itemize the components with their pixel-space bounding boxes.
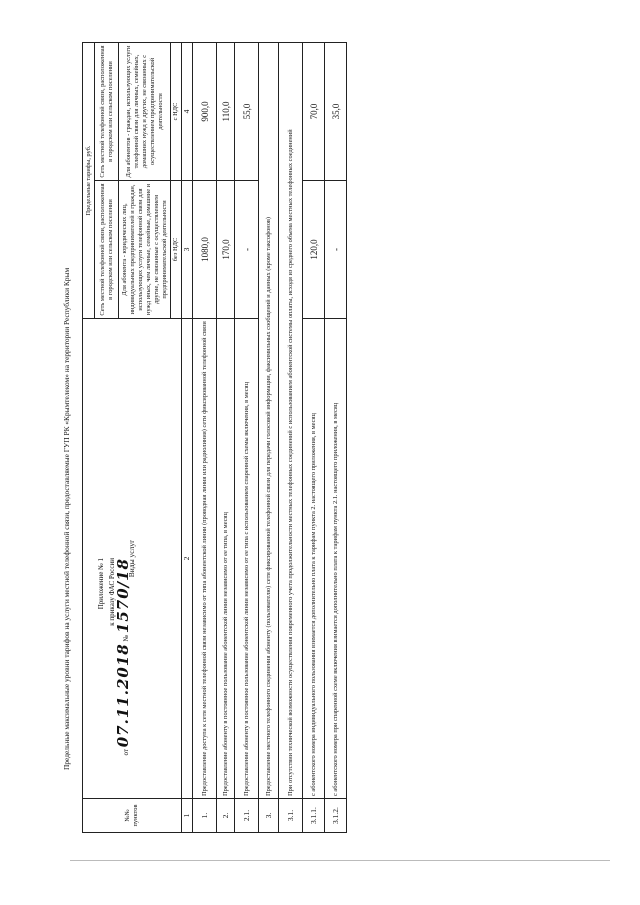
appendix-date-line: от 07.11.2018 № 1570/18 <box>114 558 132 756</box>
row-text: При отсутствии технической возможности осуществления повременного учета продолжительности местных телефонных соединений с использованием абонентской системы оплаты, исходя из среднего объема местных телефонных соединений <box>279 43 303 799</box>
header-num: №№ пунктов <box>83 799 182 833</box>
tariff-no-vat: 170,0 <box>217 181 235 319</box>
header-network-col2: Сеть местной телефонной связи, расположенная в городском или сельском поселении <box>95 43 119 181</box>
table-row <box>217 43 235 833</box>
col-number: 4 <box>182 43 193 181</box>
header-individual: Для абонентов - граждан, использующих услуги телефонной связи для личных, семейных, домашних нужд и других, не связанных с осуществлением предпринимательской деятельности <box>119 43 171 181</box>
table-row <box>303 43 325 833</box>
row-number: 3.1.2. <box>325 799 347 833</box>
row-text: Предоставление абоненту в постоянное пользование абонентской линии независимо от ее типа с использованием спаренной схемы включения, в месяц <box>235 319 259 799</box>
row-text: Предоставление абоненту в постоянное пользование абонентской линии независимо от ее типа, в месяц <box>217 319 235 799</box>
table-row <box>325 43 347 833</box>
row-text: с абонентского номера при спаренной схеме включения взимается дополнительно плата к тарифам пункта 2.1. настоящего приложения, в месяц <box>325 319 347 799</box>
header-tariffs: Предельные тарифы, руб. <box>83 43 95 319</box>
col-number: 2 <box>182 319 193 799</box>
appendix-number: Приложение № 1 <box>97 558 105 610</box>
row-text: Предоставление местного телефонного соединения абоненту (пользователю) сети фиксированной телефонной связи для передачи голосовой информации, факсимильных сообщений и данных (кроме таксофонов) <box>259 43 279 799</box>
header-with-vat: с НДС <box>171 43 182 181</box>
col-number: 3 <box>182 181 193 319</box>
scan-edge <box>70 860 610 861</box>
table-row <box>259 43 279 833</box>
tariff-no-vat: 120,0 <box>303 181 325 319</box>
row-text: Предоставление доступа к сети местной телефонной связи независимо от типа абонентской линии (проводная линия или радиолиния) сети фиксированной телефонной связи <box>193 319 217 799</box>
document-title: Предельные максимальные уровни тарифов на услуги местной телефонной связи, предоставляемые ГУП РК «Крымтелеком» на территории Республики Крым <box>62 267 71 770</box>
appendix-order: к приказу ФАС России <box>108 558 116 626</box>
header-no-vat: без НДС <box>171 181 182 319</box>
header-network-col1: Сеть местной телефонной связи, расположенная в городском или сельском поселении <box>95 181 119 319</box>
row-number: 2.1. <box>235 799 259 833</box>
col-number: 1 <box>182 799 193 833</box>
header-legal: Для абонента - юридических лиц, индивидуальных предпринимателей и граждан, использующих услуги телефонной связи для нужд иных, чем личные, семейные, домашние и другие, не связанные с осуществлением предпринимательской деятельности <box>119 181 171 319</box>
header-services: Виды услуг <box>83 319 182 799</box>
row-number: 3.1.1. <box>303 799 325 833</box>
row-text: с абонентского номера индивидуального пользования взимается дополнительно плата к тарифам пункта 2. настоящего приложения, в месяц <box>303 319 325 799</box>
tariff-with-vat: 70,0 <box>303 43 325 181</box>
tariff-no-vat: - <box>325 181 347 319</box>
handwritten-number: 1570/18 <box>114 558 132 634</box>
tariff-with-vat: 900,0 <box>193 43 217 181</box>
row-number: 3. <box>259 799 279 833</box>
tariff-with-vat: 35,0 <box>325 43 347 181</box>
tariff-no-vat: 1080,0 <box>193 181 217 319</box>
table-row <box>279 43 303 833</box>
row-number: 2. <box>217 799 235 833</box>
handwritten-date: 07.11.2018 <box>114 643 132 748</box>
tariff-with-vat: 55,0 <box>235 43 259 181</box>
row-number: 1. <box>193 799 217 833</box>
tariff-with-vat: 110,0 <box>217 43 235 181</box>
tariff-table <box>82 42 347 833</box>
table-row <box>193 43 217 833</box>
tariff-no-vat: - <box>235 181 259 319</box>
row-number: 3.1. <box>279 799 303 833</box>
table-row <box>235 43 259 833</box>
